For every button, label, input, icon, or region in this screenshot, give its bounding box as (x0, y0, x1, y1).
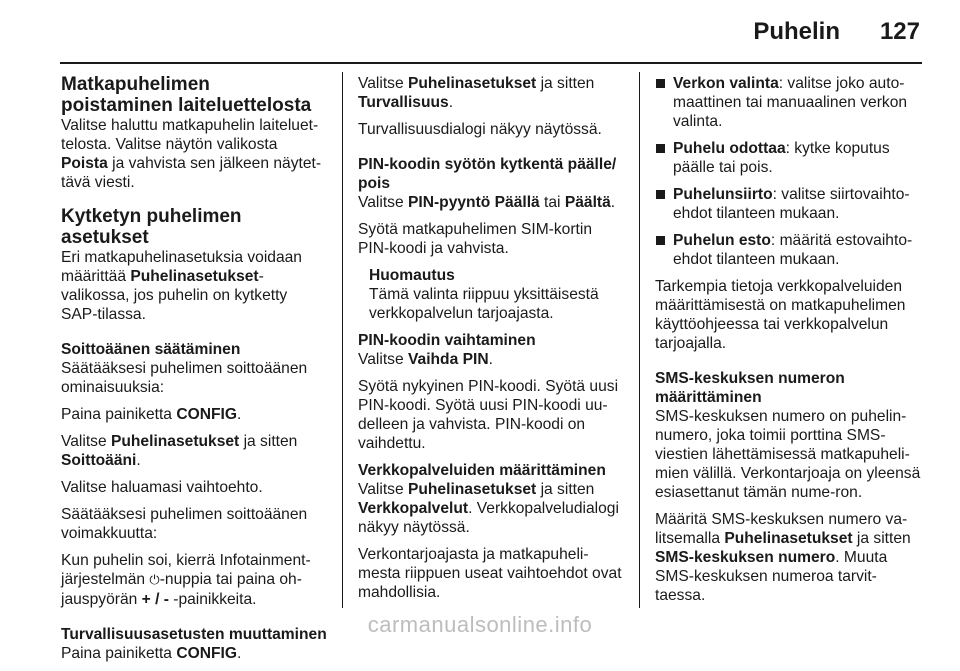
column-2 (358, 74, 626, 610)
list-item: Verkon valinta: valitse joko auto-maattinen tai manuaalinen verkon valinta. (655, 74, 923, 131)
note-text: Tämä valinta riippuu yksittäisestä verkkopalvelun tarjoajasta. (369, 286, 599, 322)
section-heading-remove-phone: Matkapuhelimen poistaminen laiteluettelosta (61, 74, 312, 116)
list-item: Puhelu odottaa: kytke koputus päälle tai pois. (655, 139, 923, 177)
subheading-network-services: Verkkopalveluiden määrittäminen (358, 462, 606, 479)
subheading-sms-center: SMS-keskuksen numeron määrittäminen (655, 370, 845, 406)
note-title: Huomautus (369, 267, 455, 284)
paragraph: SMS-keskuksen numero on puhelin-numero, joka toimii porttina SMS-viestien lähettämisessä matkapuheli-mien välillä. Verkontarjoaja on yleensä esiasettanut tämän nume-ron. (655, 408, 921, 501)
bullet-icon (656, 79, 665, 88)
paragraph: Eri matkapuhelinasetuksia voidaan määrittää Puhelinasetukset-valikossa, jos puhelin on kytketty SAP-tilassa. (61, 249, 302, 323)
column-divider-1 (342, 72, 343, 608)
paragraph: Valitse haluamasi vaihtoehto. (61, 479, 263, 496)
note-box (358, 266, 626, 323)
paragraph: Valitse Puhelinasetukset ja sitten Turvallisuus. (358, 75, 595, 111)
paragraph: Tarkempia tietoja verkkopalveluiden määrittämisestä on matkapuhelimen käyttöohjeessa tai verkkopalvelun tarjoajalla. (655, 278, 906, 352)
paragraph: Valitse haluttu matkapuhelin laiteluet-telosta. Valitse näytön valikosta Poista ja vahvista sen jälkeen näytet-tävä viesti. (61, 117, 322, 191)
paragraph: Turvallisuusdialogi näkyy näytössä. (358, 121, 602, 138)
bullet-icon (656, 144, 665, 153)
list-item: Puhelunsiirto: valitse siirtovaihto-ehdot tilanteen mukaan. (655, 185, 923, 223)
network-options-list (655, 74, 923, 269)
bullet-icon (656, 190, 665, 199)
column-3 (655, 74, 923, 613)
subheading-security-settings: Turvallisuusasetusten muuttaminen (61, 626, 327, 643)
paragraph: Kun puhelin soi, kierrä Infotainment-järjestelmän ⏻-nuppia tai paina oh-jauspyörän + / - -painikkeita. (61, 552, 311, 608)
paragraph: Syötä nykyinen PIN-koodi. Syötä uusi PIN-koodi. Syötä uusi PIN-koodi uu-delleen ja vahvista. PIN-koodi on vaihdettu. (358, 378, 619, 452)
watermark: carmanualsonline.info (367, 612, 593, 637)
subheading-pin-request: PIN-koodin syötön kytkentä päälle/ pois (358, 156, 617, 192)
paragraph: Valitse Puhelinasetukset ja sitten Soittoääni. (61, 433, 298, 469)
subheading-ringtone: Soittoäänen säätäminen (61, 341, 241, 358)
header-rule (60, 62, 922, 64)
list-item: Puhelun esto: määritä estovaihto-ehdot tilanteen mukaan. (655, 231, 923, 269)
power-knob-icon: ⏻ (149, 573, 160, 588)
paragraph: Valitse Vaihda PIN. (358, 351, 493, 368)
section-heading-connected-phone-settings: Kytketyn puhelimen asetukset (61, 206, 242, 248)
subheading-change-pin: PIN-koodin vaihtaminen (358, 332, 536, 349)
paragraph: Valitse Puhelinasetukset ja sitten Verkkopalvelut. Verkkopalveludialogi näkyy näytössä. (358, 481, 619, 536)
paragraph: Paina painiketta CONFIG. (61, 406, 242, 423)
paragraph: Valitse PIN-pyyntö Päällä tai Päältä. (358, 194, 616, 211)
paragraph: Syötä matkapuhelimen SIM-kortin PIN-koodi ja vahvista. (358, 221, 593, 257)
paragraph: Verkontarjoajasta ja matkapuheli-mesta riippuen useat vaihtoehdot ovat mahdollisia. (358, 546, 622, 601)
paragraph: Määritä SMS-keskuksen numero va-litsemalla Puhelinasetukset ja sitten SMS-keskuksen numero. Muuta SMS-keskuksen numeroa tarvit-taessa. (655, 511, 911, 604)
column-1 (61, 74, 327, 671)
paragraph: Säätääksesi puhelimen soittoäänen voimakkuutta: (61, 506, 308, 542)
header-title: Puhelin (753, 18, 840, 45)
page-number: 127 (879, 18, 920, 45)
paragraph: Paina painiketta CONFIG. (61, 645, 242, 662)
column-divider-2 (639, 72, 640, 608)
paragraph: Säätääksesi puhelimen soittoäänen ominaisuuksia: (61, 360, 308, 396)
bullet-icon (656, 236, 665, 245)
